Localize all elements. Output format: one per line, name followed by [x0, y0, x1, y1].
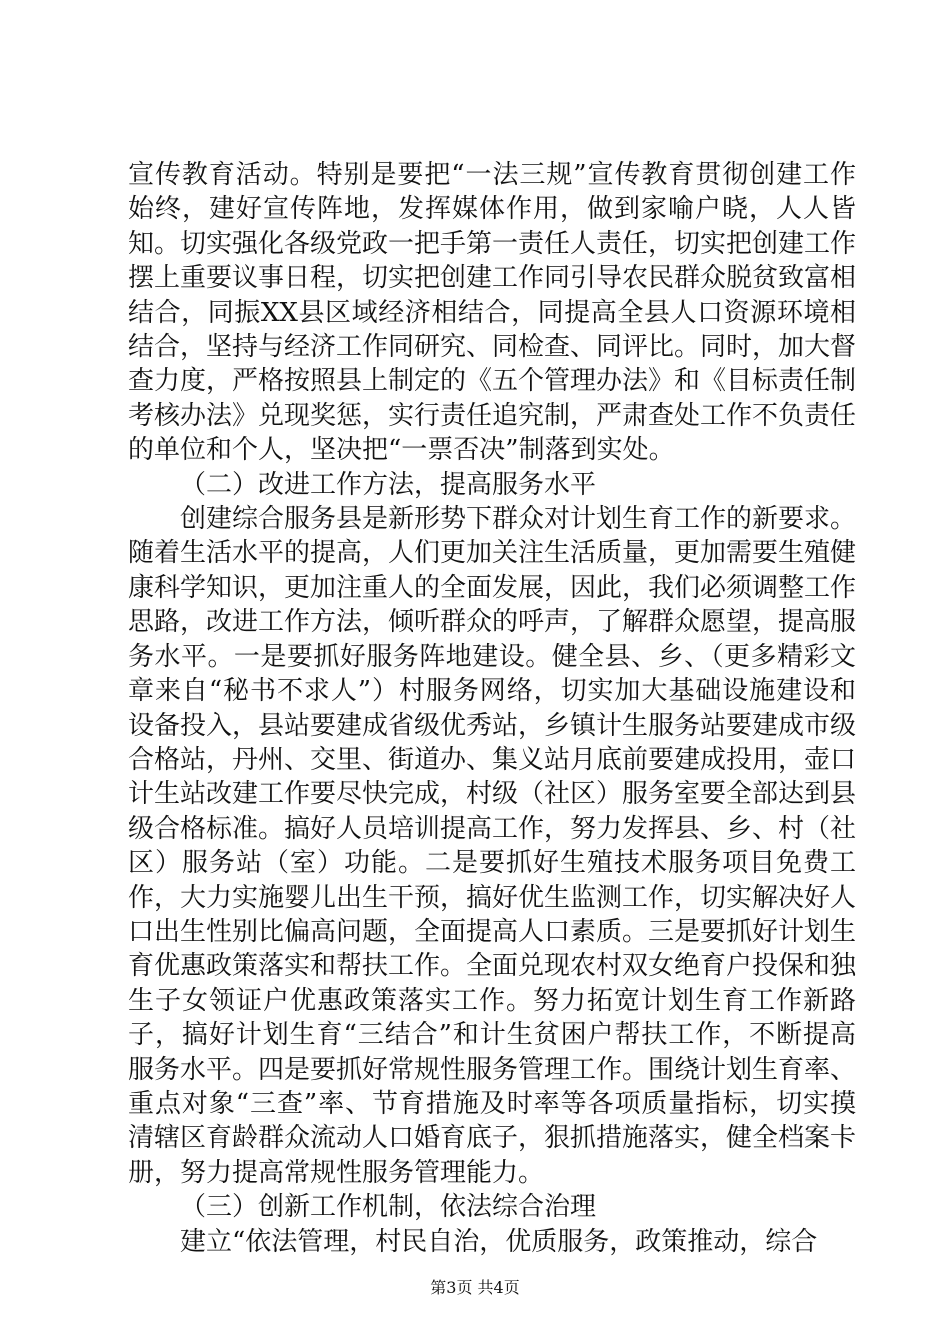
paragraph-mechanism: 建立“依法管理，村民自治，优质服务，政策推动，综合	[180, 1226, 818, 1257]
document-body	[128, 158, 856, 1259]
section-heading-3: （三）创新工作机制，依法综合治理	[180, 1192, 597, 1223]
section-heading-2: （二）改进工作方法，提高服务水平	[180, 469, 597, 500]
page-footer: 第3页 共4页	[430, 1278, 520, 1297]
paragraph-continuation: 宣传教育活动。特别是要把“一法三规”宣传教育贯彻创建工作始终，建好宣传阵地，发挥媒体作用，做到家喻户晓，人人皆知。切实强化各级党政一把手第一责任人责任，切实把创建工作摆上重要议事日程，切实把创建工作同引导农民群众脱贫致富相结合，同振XX县区域经济相结合，同提高全县人口资源环境相结合，坚持与经济工作同研究、同检查、同评比。同时，加大督查力度，严格按照县上制定的《五个管理办法》和《目标责任制考核办法》兑现奖惩，实行责任追究制，严肃查处工作不负责任的单位和个人，坚决把“一票否决”制落到实处。	[128, 160, 857, 466]
paragraph-service: 创建综合服务县是新形势下群众对计划生育工作的新要求。随着生活水平的提高，人们更加关注生活质量，更加需要生殖健康科学知识，更加注重人的全面发展，因此，我们必须调整工作思路，改进工作方法，倾听群众的呼声，了解群众愿望，提高服务水平。一是要抓好服务阵地建设。健全县、乡、（更多精彩文章来自“秘书不求人”）村服务网络，切实加大基础设施建设和设备投入，县站要建成省级优秀站，乡镇计生服务站要建成市级合格站，丹州、交里、街道办、集义站月底前要建成投用，壶口计生站改建工作要尽快完成，村级（社区）服务室要全部达到县级合格标准。搞好人员培训提高工作，努力发挥县、乡、村（社区）服务站（室）功能。二是要抓好生殖技术服务项目免费工作，大力实施婴儿出生干预，搞好优生监测工作，切实解决好人口出生性别比偏高问题，全面提高人口素质。三是要抓好计划生育优惠政策落实和帮扶工作。全面兑现农村双女绝育户投保和独生子女领证户优惠政策落实工作。努力拓宽计划生育工作新路子，搞好计划生育“三结合”和计生贫困户帮扶工作，不断提高服务水平。四是要抓好常规性服务管理工作。围绕计划生育率、重点对象“三查”率、节育措施及时率等各项质量指标，切实摸清辖区育龄群众流动人口婚育底子，狠抓措施落实，健全档案卡册，努力提高常规性服务管理能力。	[128, 504, 857, 1188]
